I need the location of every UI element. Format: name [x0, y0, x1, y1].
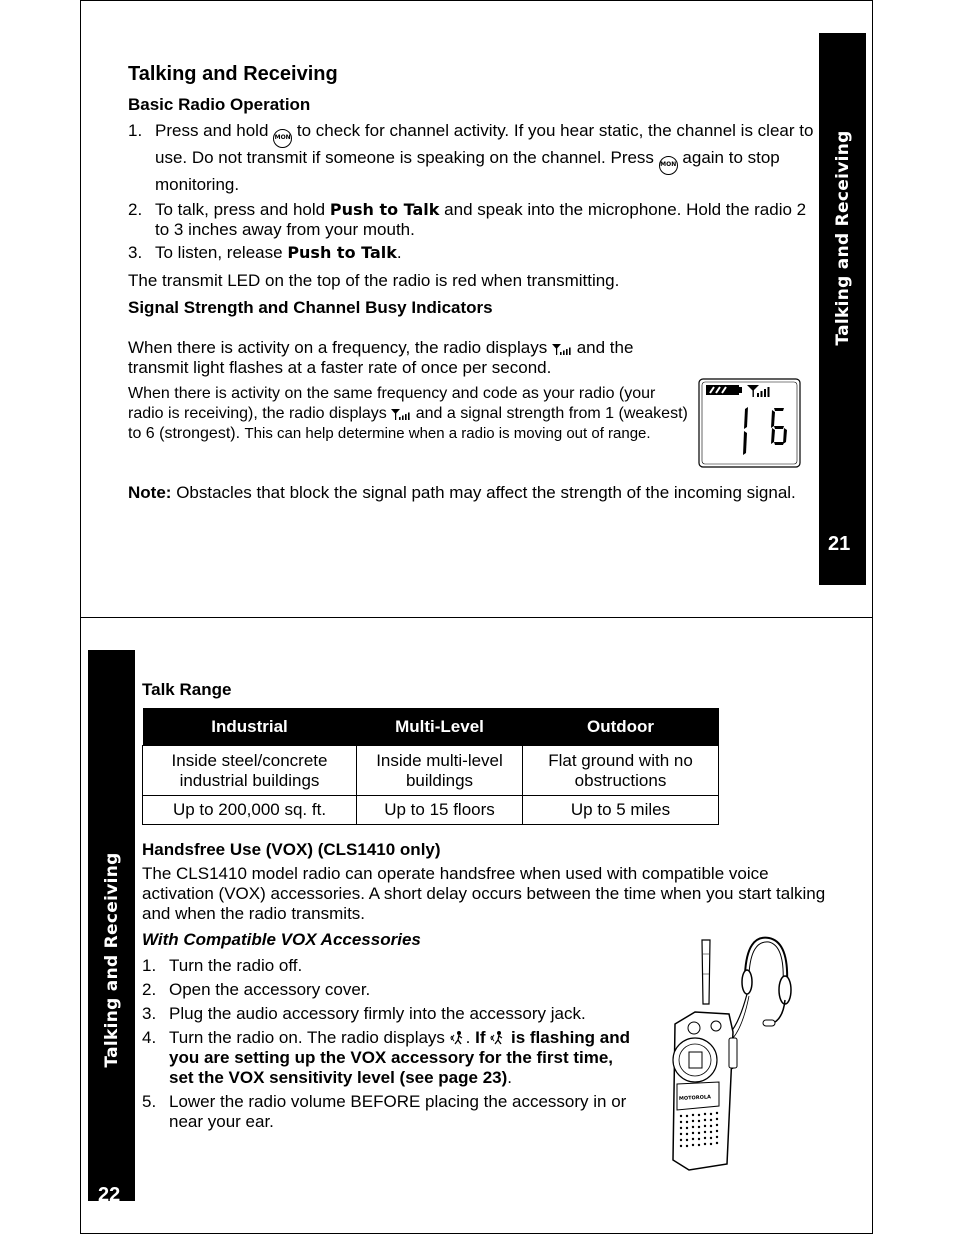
table-cell: Up to 5 miles — [523, 796, 719, 825]
side-tab — [819, 33, 866, 585]
para-text: When there is activity on a frequency, the radio displays — [128, 338, 548, 357]
page-number: 22 — [98, 1184, 121, 1206]
signal-para-1 — [128, 338, 693, 378]
list-item — [128, 243, 818, 263]
para-text: and a signal strength from 1 (weakest) to 6 (strongest). — [128, 405, 688, 442]
item-text: . — [465, 1028, 471, 1047]
list-item — [142, 956, 642, 976]
item-text: Plug the audio accessory firmly into the accessory jack. — [169, 1004, 586, 1023]
item-text: to check for channel activity. If you hear static, the channel is clear to use. Do not transmit if someone is speaking on the channel. Press — [155, 121, 814, 167]
column-header: Industrial — [143, 708, 357, 746]
page-21 — [80, 0, 873, 618]
section-heading: Signal Strength and Channel Busy Indicators — [128, 298, 493, 317]
section-heading: Talk Range — [142, 680, 232, 699]
monitor-button-icon: MON — [659, 156, 678, 175]
item-number: 3. — [128, 243, 143, 262]
ptt-key-label: Push to Talk — [329, 200, 440, 219]
vox-icon — [450, 1029, 466, 1045]
item-text: Turn the radio off. — [169, 956, 303, 975]
list-item — [142, 1028, 637, 1088]
para-text: This can help determine when a radio is moving out of range. — [244, 425, 651, 442]
led-note: The transmit LED on the top of the radio is red when transmitting. — [128, 271, 620, 290]
signal-strength-icon — [391, 408, 411, 420]
item-number: 1. — [142, 956, 157, 975]
item-text: To talk, press and hold — [155, 200, 326, 219]
item-text: Press and hold — [155, 121, 269, 140]
item-text: and speak into the microphone. Hold the radio 2 to 3 inches away from your mouth. — [155, 200, 807, 239]
section-heading: Handsfree Use (VOX) (CLS1410 only) — [142, 840, 441, 859]
note — [128, 483, 818, 503]
vox-subheading: With Compatible VOX Accessories — [142, 930, 421, 949]
signal-para-2 — [128, 384, 688, 444]
list-item — [142, 980, 642, 1000]
item-number: 2. — [128, 200, 143, 219]
battery-icon — [706, 385, 742, 395]
section-heading: Basic Radio Operation — [128, 95, 311, 114]
item-number: 1. — [128, 121, 143, 140]
item-number: 2. — [142, 980, 157, 999]
column-header: Outdoor — [523, 708, 719, 746]
item-text: . — [396, 243, 402, 262]
table-cell: Up to 200,000 sq. ft. — [143, 796, 357, 825]
item-number: 3. — [142, 1004, 157, 1023]
page-22 — [80, 617, 873, 1234]
item-text: . — [507, 1068, 512, 1087]
note-label: Note: — [128, 483, 172, 502]
table-cell: Up to 15 floors — [357, 796, 523, 825]
vox-icon — [490, 1029, 506, 1045]
svg-text:MOTOROLA: MOTOROLA — [678, 1094, 712, 1102]
item-text: Open the accessory cover. — [169, 980, 371, 999]
table-cell: Inside steel/concrete industrial buildings — [143, 746, 357, 796]
monitor-button-icon: MON — [273, 129, 292, 148]
item-number: 5. — [142, 1092, 157, 1111]
item-text: is flashing and you are setting up the VOX accessory for the first time, set the VOX sensitivity level (see page 23) — [169, 1028, 631, 1087]
talk-range-table — [142, 708, 719, 825]
side-tab-label: Talking and Receiving — [102, 852, 122, 1068]
item-text: again to stop monitoring. — [155, 148, 780, 194]
table-cell: Inside multi-level buildings — [357, 746, 523, 796]
para-text: and the transmit light flashes at a faster rate of once per second. — [128, 338, 634, 377]
signal-strength-icon — [552, 343, 572, 355]
vox-steps-list — [142, 956, 642, 1132]
list-item — [128, 121, 818, 195]
table-header-row — [143, 708, 719, 746]
vox-intro: The CLS1410 model radio can operate handsfree when used with compatible voice activation (VOX) accessories. A short delay occurs between the time when you start talking and when the radio transmits. — [142, 864, 826, 923]
table-row — [143, 746, 719, 796]
table-cell: Flat ground with no obstructions — [523, 746, 719, 796]
item-text: Lower the radio volume BEFORE placing the accessory in or near your ear. — [169, 1092, 627, 1131]
item-text: To listen, release — [155, 243, 283, 262]
lcd-display-illustration — [698, 378, 801, 473]
page-title: Talking and Receiving — [128, 63, 338, 85]
page-number: 21 — [828, 533, 851, 555]
item-text: If — [475, 1028, 486, 1047]
item-text: Turn the radio on. The radio displays — [169, 1028, 445, 1047]
steps-list — [128, 121, 818, 291]
radio-headset-illustration — [659, 934, 819, 1184]
para-text: When there is activity on the same frequency and code as your radio (your radio is receiving), the radio displays — [128, 385, 656, 422]
table-row — [143, 796, 719, 825]
item-number: 4. — [142, 1028, 157, 1047]
side-tab — [88, 650, 135, 1206]
list-item — [142, 1092, 637, 1132]
list-item — [142, 1004, 642, 1024]
list-item — [128, 200, 818, 240]
side-tab-label: Talking and Receiving — [833, 130, 853, 346]
column-header: Multi-Level — [357, 708, 523, 746]
note-text: Obstacles that block the signal path may affect the strength of the incoming signal. — [176, 483, 796, 502]
ptt-key-label: Push to Talk — [287, 243, 397, 262]
